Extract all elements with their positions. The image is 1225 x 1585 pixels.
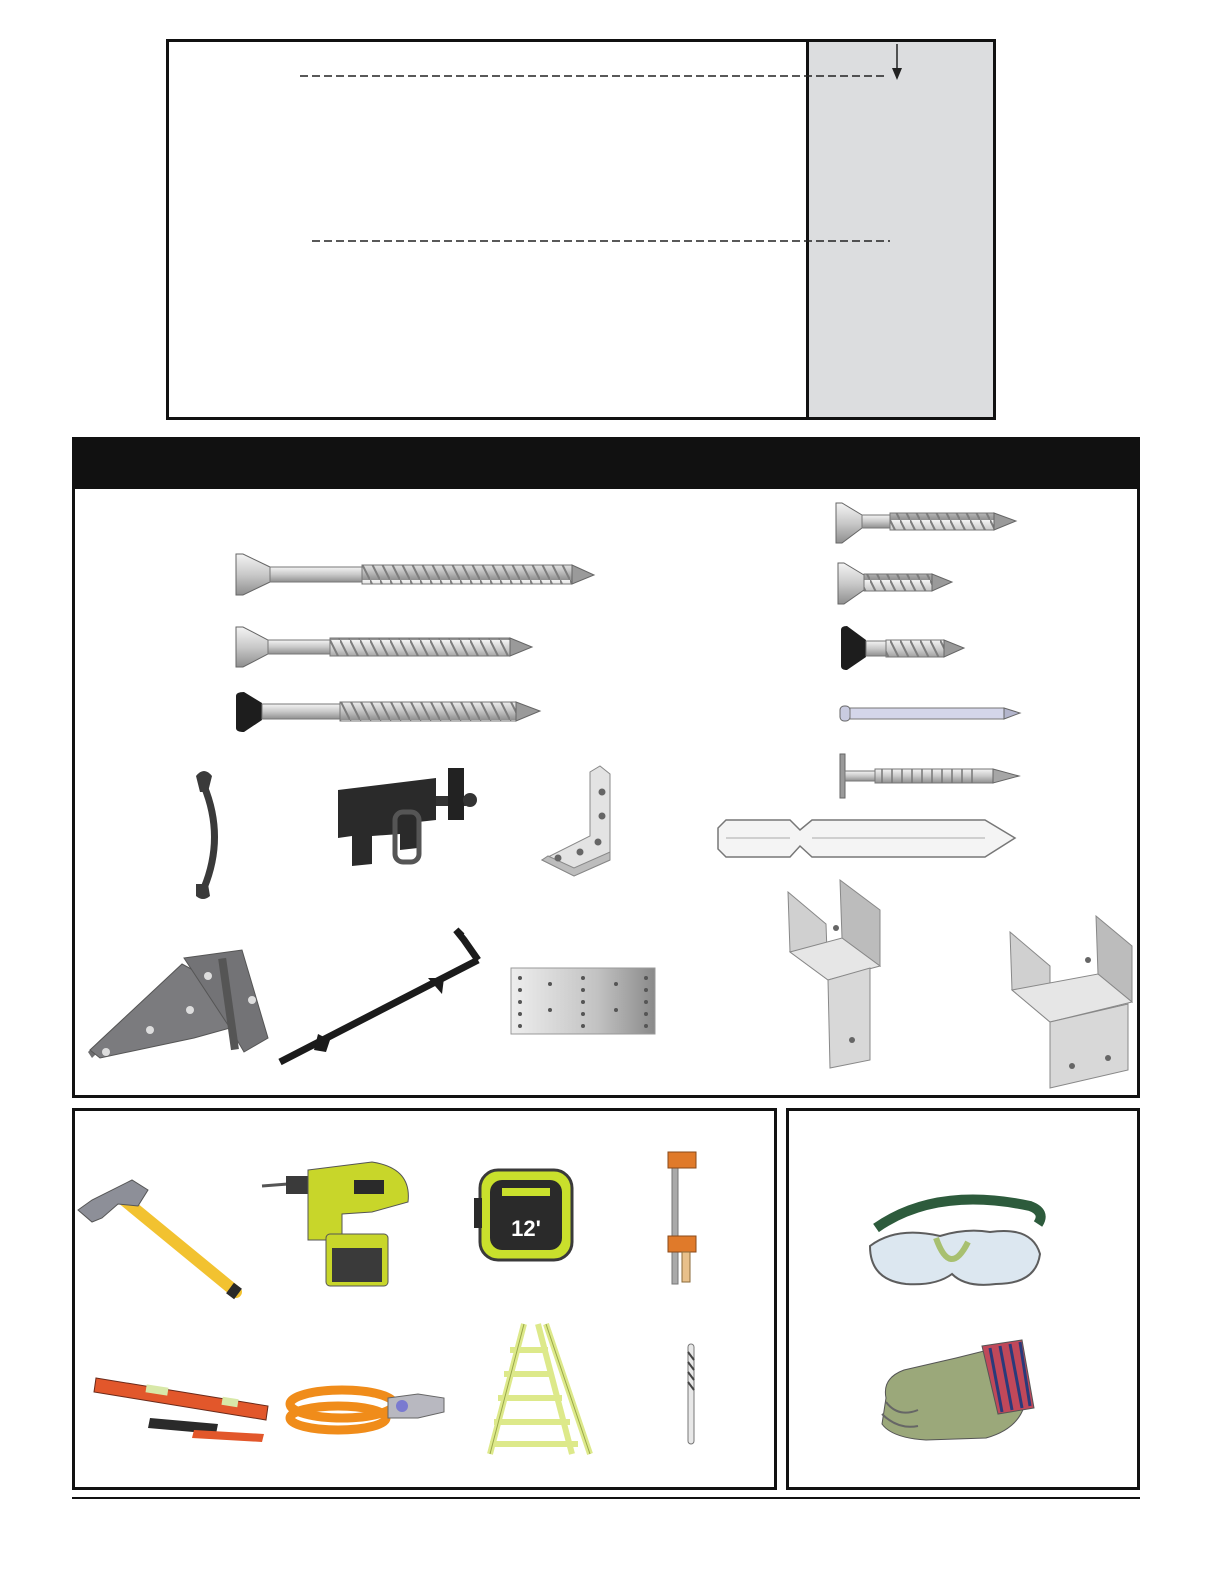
- tape-measure-label: 12': [511, 1216, 541, 1241]
- black-small-screw-icon: [841, 626, 964, 670]
- bar-clamp-icon: [668, 1152, 696, 1284]
- level-icon: [94, 1378, 268, 1442]
- long-flat-head-screw-icon: [236, 554, 594, 595]
- hammer-icon: [78, 1180, 238, 1294]
- mending-plate-icon: [511, 968, 655, 1034]
- tools-illustrations: [72, 1108, 777, 1490]
- cane-bolt-icon: [280, 930, 478, 1062]
- footer-rule: [72, 1497, 1140, 1499]
- short-screw-icon: [836, 503, 1016, 543]
- angle-bracket-icon: [542, 766, 610, 876]
- post-base-bracket-wide-icon: [1010, 916, 1132, 1088]
- drill-bit-icon: [688, 1344, 694, 1444]
- pliers-icon: [290, 1390, 444, 1430]
- tape-measure-icon: [474, 1170, 572, 1260]
- hex-driver-bit-icon: [718, 820, 1015, 857]
- gate-latch-icon: [338, 768, 477, 866]
- ring-shank-nail-icon: [840, 754, 1019, 798]
- safety-goggles-icon: [870, 1200, 1041, 1285]
- pin-icon: [840, 706, 1020, 721]
- small-screw-icon: [838, 563, 952, 604]
- work-gloves-icon: [882, 1340, 1034, 1440]
- gate-handle-icon: [196, 771, 215, 899]
- post-base-bracket-icon: [788, 880, 880, 1068]
- cordless-drill-icon: [262, 1162, 408, 1286]
- medium-flat-head-screw-icon: [236, 627, 532, 667]
- step-ladder-icon: [490, 1324, 590, 1454]
- safety-illustrations: [786, 1108, 1140, 1490]
- t-hinge-icon: [88, 950, 268, 1058]
- black-head-screw-icon: [236, 692, 540, 732]
